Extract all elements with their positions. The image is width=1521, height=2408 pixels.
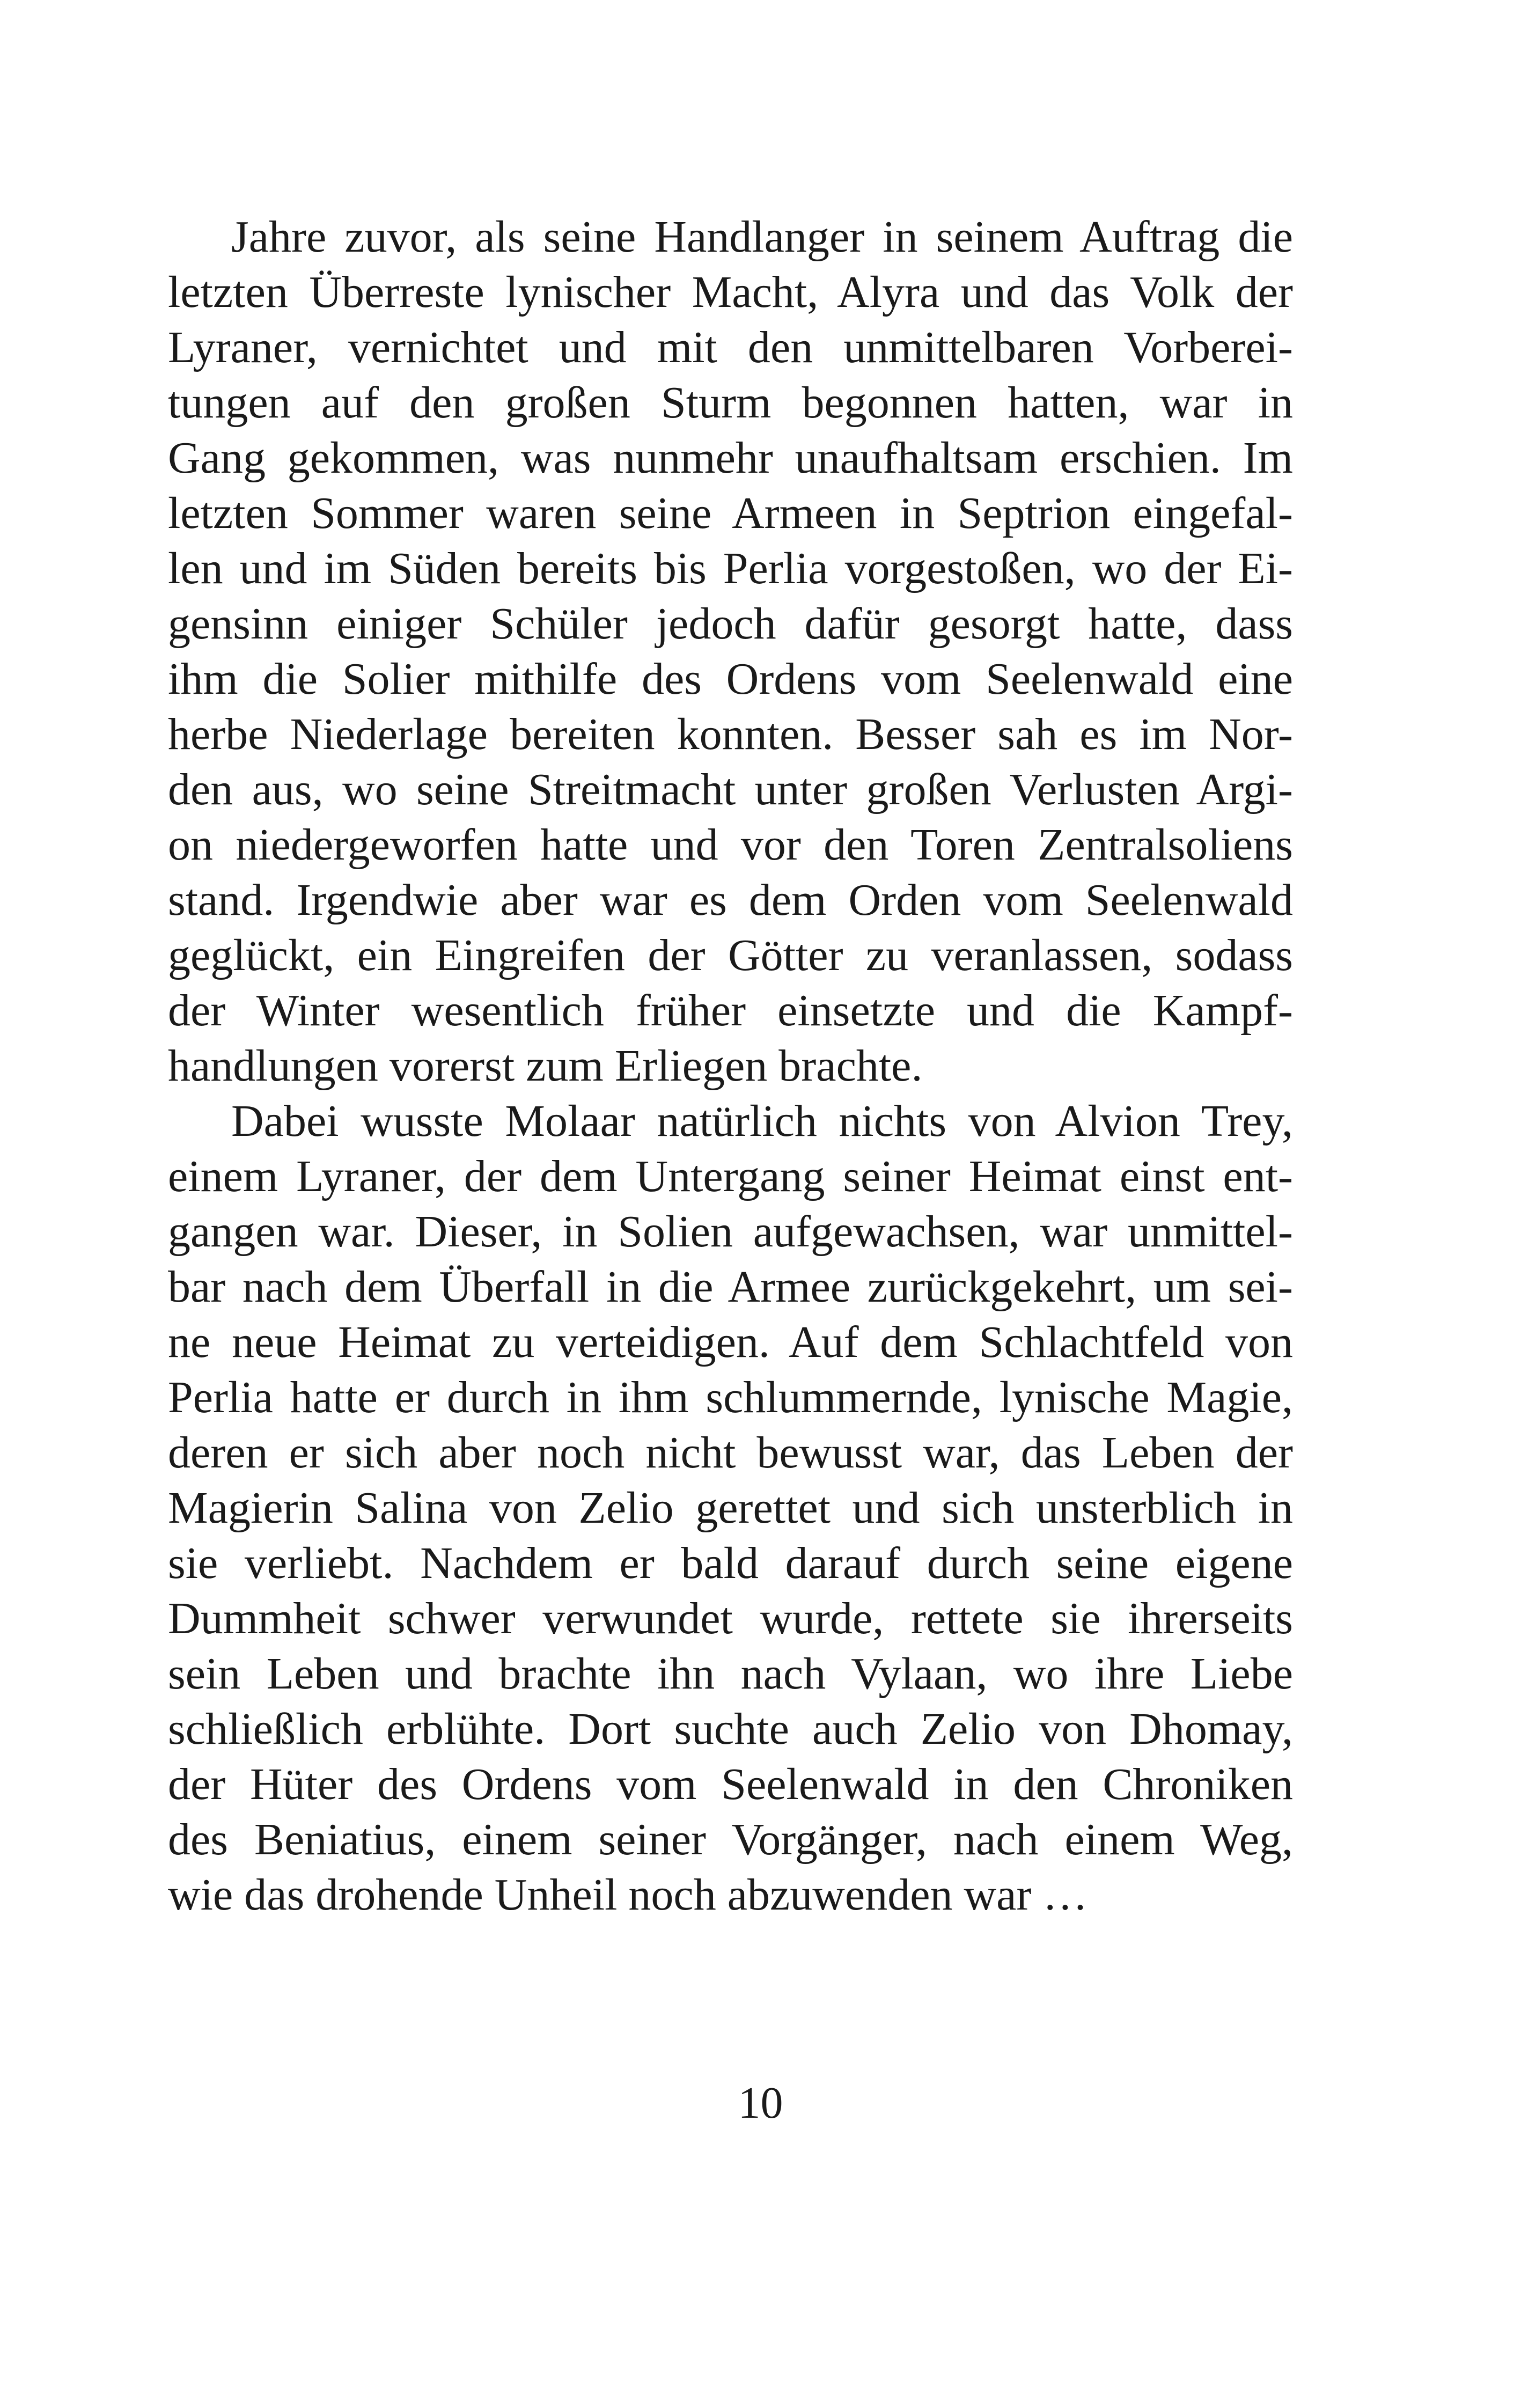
text-line: Magierin Salina von Zelio gerettet und sich unsterblich in <box>168 1483 1293 1533</box>
text-line: den aus, wo seine Streitmacht unter großen Verlusten Argi- <box>168 765 1293 814</box>
page-number: 10 <box>738 2078 783 2128</box>
text-line: sie verliebt. Nachdem er bald darauf durch seine eigene <box>168 1538 1293 1588</box>
text-line: bar nach dem Überfall in die Armee zurückgekehrt, um sei- <box>168 1262 1293 1312</box>
text-line: einem Lyraner, der dem Untergang seiner Heimat einst ent- <box>168 1151 1293 1201</box>
text-line: Gang gekommen, was nunmehr unaufhaltsam erschien. Im <box>168 433 1293 483</box>
text-line: sein Leben und brachte ihn nach Vylaan, wo ihre Liebe <box>168 1649 1293 1699</box>
text-line: tungen auf den großen Sturm begonnen hatten, war in <box>168 378 1293 428</box>
text-line: des Beniatius, einem seiner Vorgänger, nach einem Weg, <box>168 1815 1293 1864</box>
text-line: wie das drohende Unheil noch abzuwenden war … <box>168 1870 1088 1920</box>
text-line: geglückt, ein Eingreifen der Götter zu veranlassen, sodass <box>168 930 1293 980</box>
text-line: ne neue Heimat zu verteidigen. Auf dem Schlachtfeld von <box>168 1317 1293 1367</box>
text-line: on niedergeworfen hatte und vor den Toren Zentralsoliens <box>168 820 1293 870</box>
text-line: schließlich erblühte. Dort suchte auch Zelio von Dhomay, <box>168 1704 1293 1754</box>
text-line: Jahre zuvor, als seine Handlanger in seinem Auftrag die <box>231 212 1293 262</box>
text-line: Perlia hatte er durch in ihm schlummernde, lynische Magie, <box>168 1372 1293 1422</box>
text-line: herbe Niederlage bereiten konnten. Besser sah es im Nor- <box>168 709 1293 759</box>
text-line: len und im Süden bereits bis Perlia vorgestoßen, wo der Ei- <box>168 544 1293 593</box>
text-line: stand. Irgendwie aber war es dem Orden vom Seelenwald <box>168 875 1293 925</box>
text-line: der Winter wesentlich früher einsetzte und die Kampf- <box>168 986 1293 1036</box>
text-line: ihm die Solier mithilfe des Ordens vom Seelenwald eine <box>168 654 1293 704</box>
text-line: Dummheit schwer verwundet wurde, rettete sie ihrerseits <box>168 1594 1293 1643</box>
text-line: letzten Sommer waren seine Armeen in Septrion eingefal- <box>168 488 1293 538</box>
text-line: Dabei wusste Molaar natürlich nichts von Alvion Trey, <box>231 1096 1293 1146</box>
paragraph-1 <box>168 209 1293 1093</box>
text-line: deren er sich aber noch nicht bewusst war, das Leben der <box>168 1428 1293 1478</box>
body-text <box>168 209 1293 1922</box>
text-line: Lyraner, vernichtet und mit den unmittelbaren Vorberei- <box>168 322 1293 372</box>
text-line: handlungen vorerst zum Erliegen brachte. <box>168 1041 923 1091</box>
paragraph-2 <box>168 1093 1293 1922</box>
text-line: gensinn einiger Schüler jedoch dafür gesorgt hatte, dass <box>168 599 1293 649</box>
text-line: letzten Überreste lynischer Macht, Alyra und das Volk der <box>168 267 1293 317</box>
text-line: der Hüter des Ordens vom Seelenwald in den Chroniken <box>168 1759 1293 1809</box>
text-line: gangen war. Dieser, in Solien aufgewachsen, war unmittel- <box>168 1207 1293 1257</box>
